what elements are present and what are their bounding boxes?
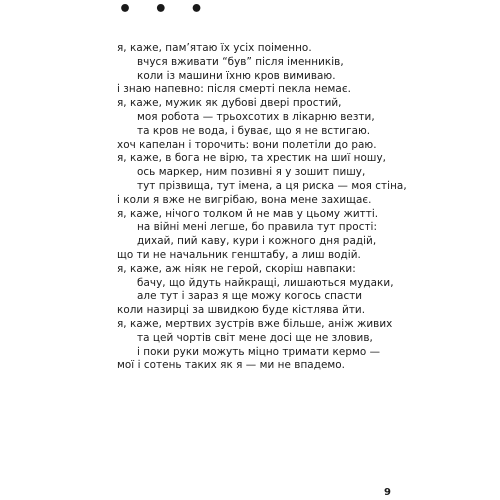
poem-line: і знаю напевно: після смерті пекла немає. — [117, 83, 351, 96]
poem-line: та цей чортів світ мене досі ще не зловив, — [137, 331, 373, 344]
poem-line: дихай, пий каву, кури і кожного дня радій, — [137, 235, 377, 248]
poem-line: що ти не начальник генштабу, а лиш водій. — [117, 248, 361, 261]
poem-line: хоч капелан і торочить: вони полетіли до раю. — [117, 138, 377, 151]
poem-line: і коли я вже не вигрібаю, вона мене захищає. — [117, 193, 372, 206]
poem-line: тут прізвища, тут імена, а ця риска — моя стіна, — [137, 179, 407, 192]
poem-line: моя робота — трьохсотих в лікарню везти, — [137, 110, 375, 123]
page-number: 9 — [384, 487, 391, 498]
poem-line: та кров не вода, і буває, що я не встигаю. — [137, 124, 371, 137]
poem-line: я, каже, в бога не вірю, та хрестик на шиї ношу, — [117, 152, 387, 165]
poem-line: мої і сотень таких як я — ми не впадемо. — [117, 359, 346, 372]
poem-line: бачу, що йдуть найкращі, лишаються мудаки, — [137, 276, 394, 289]
poem-line: на війні мені легше, бо правила тут прості: — [137, 221, 378, 234]
poem-line: я, каже, аж ніяк не герой, скоріш навпаки: — [117, 262, 356, 275]
poem-text — [117, 42, 407, 373]
poem-line: я, каже, мертвих зустрів вже більше, аніж живих — [117, 317, 393, 330]
poem-line: але тут і зараз я ще можу когось спасти — [137, 290, 363, 303]
poem-line: і поки руки можуть міцно тримати кермо — — [137, 345, 381, 358]
poem-line: я, каже, мужик як дубові двері простий, — [117, 97, 342, 110]
poem-line: я, каже, пам’ятаю їх усіх поіменно. — [117, 42, 312, 54]
poem-line: коли назирці за швидкою буде кістлява йти. — [117, 304, 366, 317]
section-ornament: • • • — [118, 0, 211, 22]
poem-line: вчуся вживати “був” після іменників, — [137, 55, 344, 68]
poem-line: ось маркер, ним позивні я у зошит пишу, — [137, 166, 366, 179]
poem-line: коли із машини їхню кров вимиваю. — [137, 69, 336, 82]
poem-line: я, каже, нічого толком й не мав у цьому житті. — [117, 207, 379, 220]
